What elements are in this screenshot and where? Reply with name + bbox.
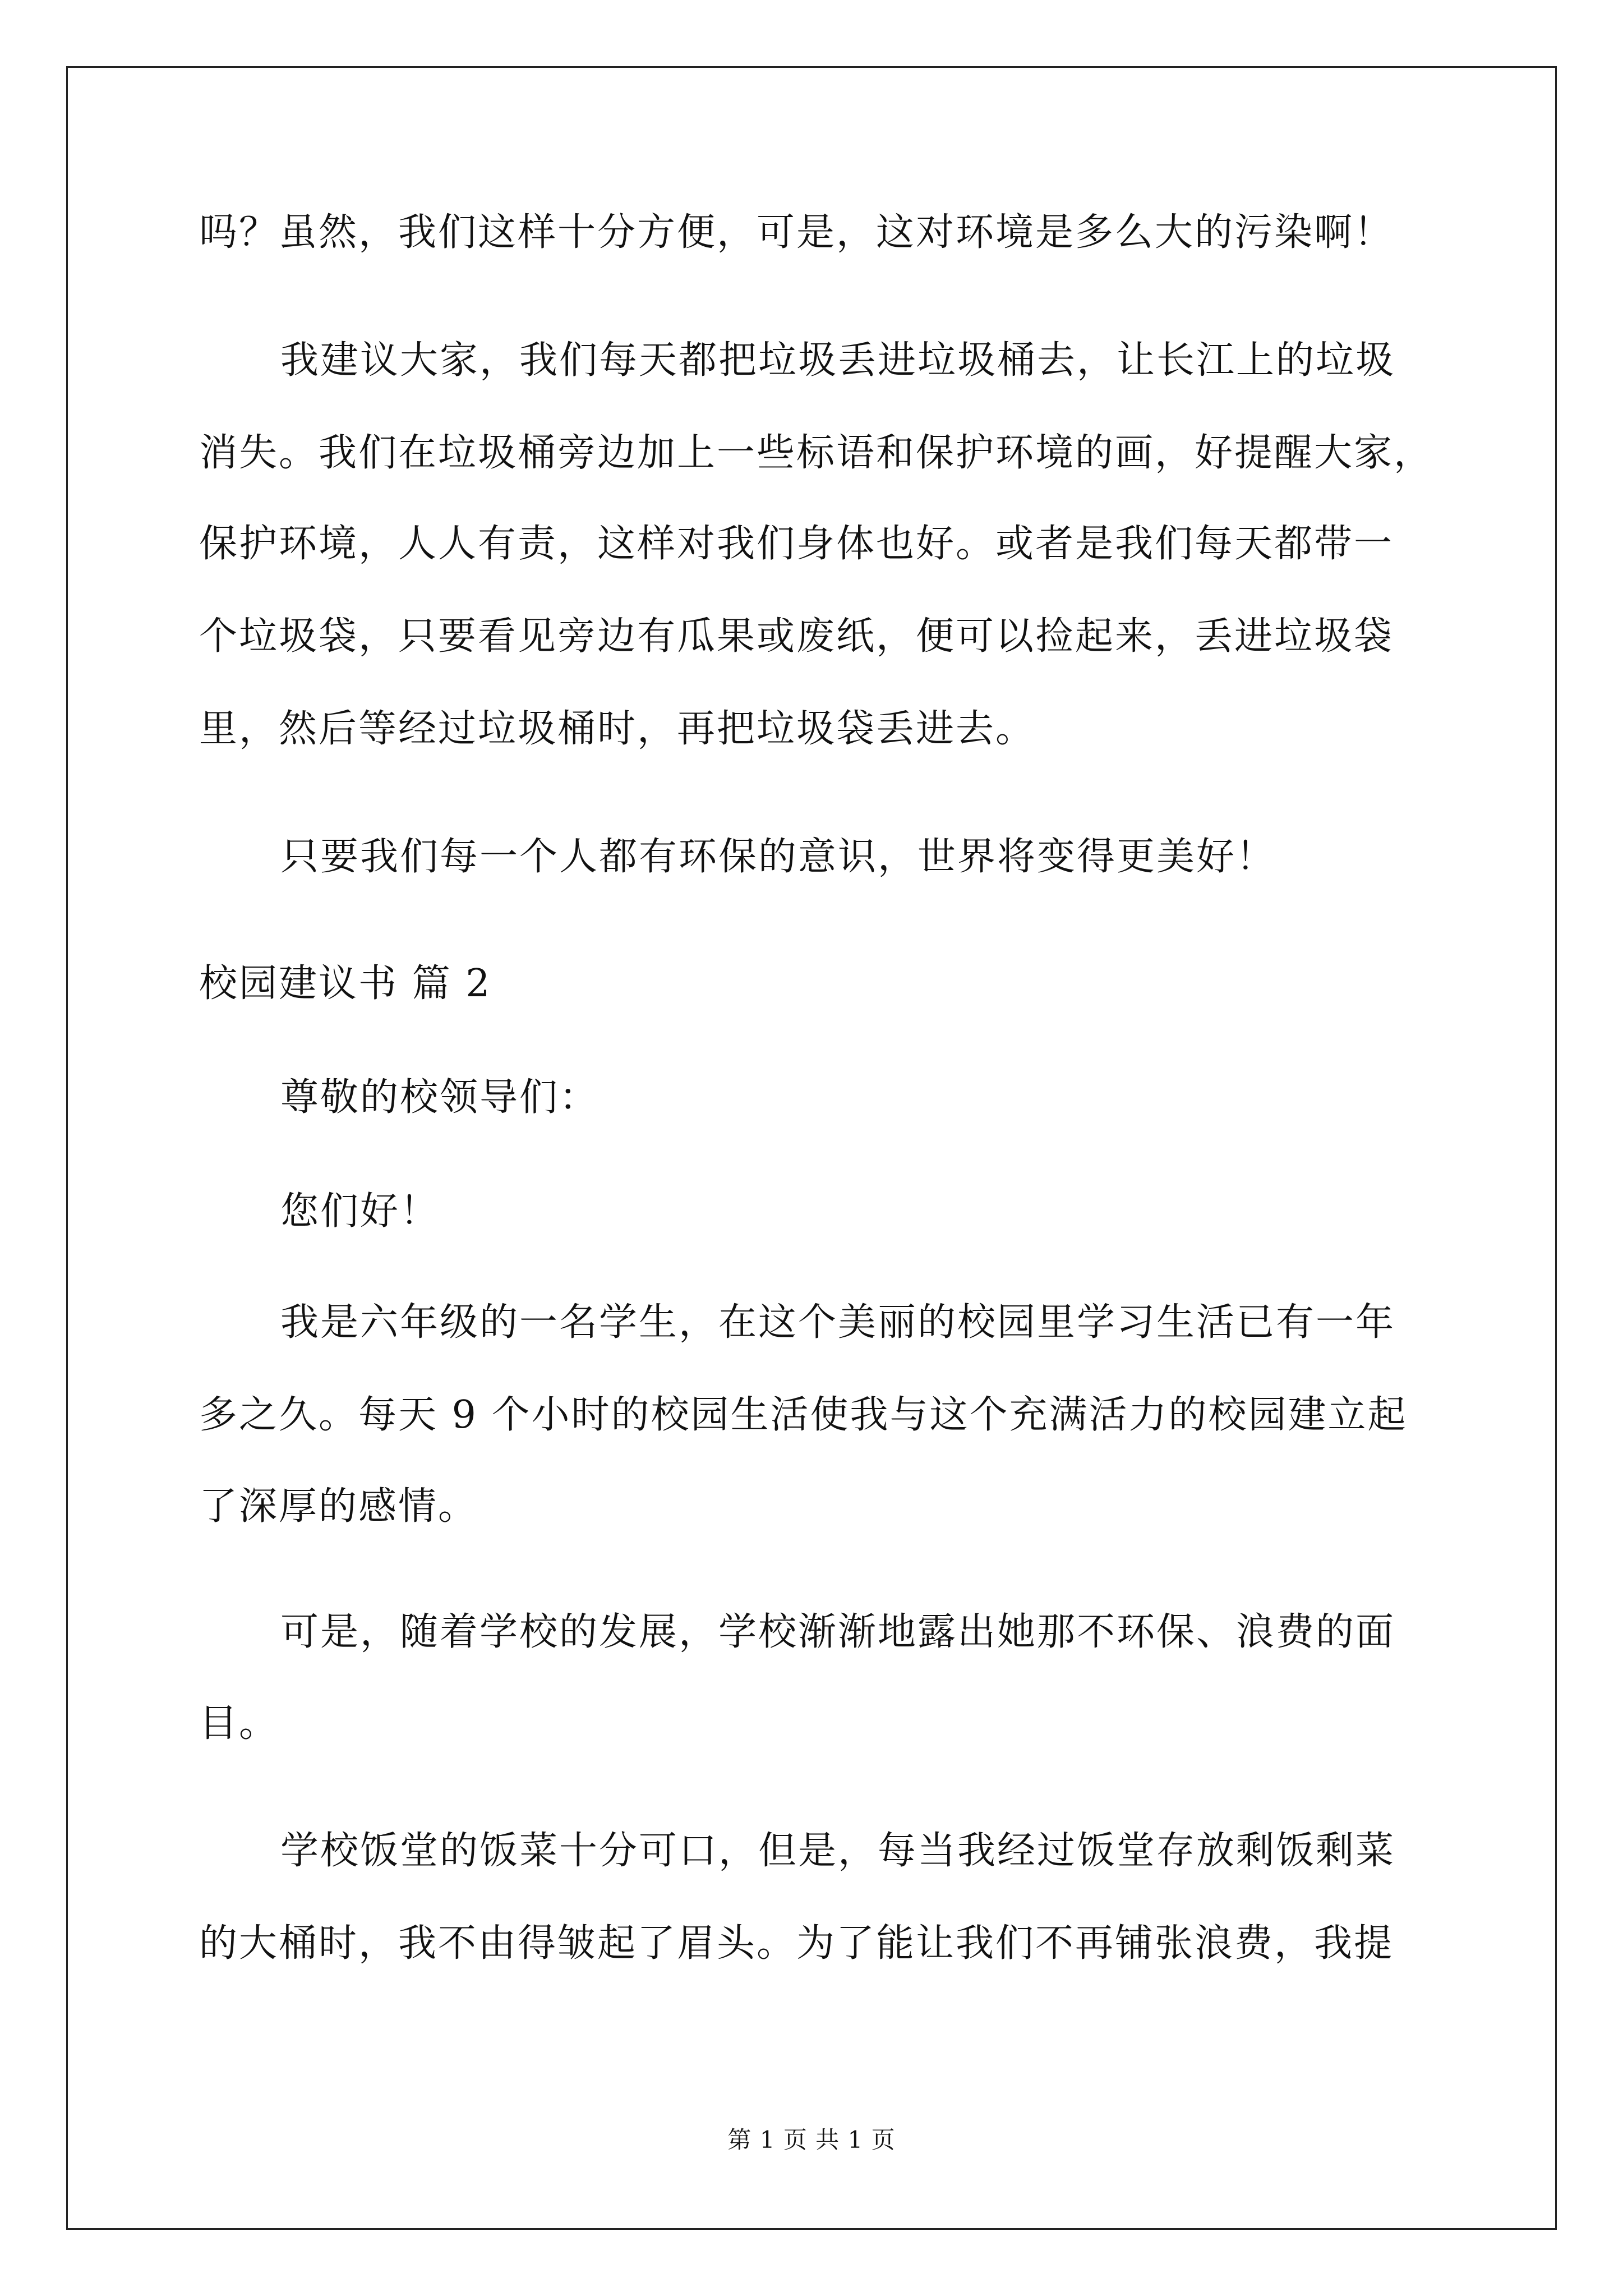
text-line: 只要我们每一个人都有环保的意识，世界将变得更美好！ bbox=[280, 835, 1276, 879]
greeting: 您们好！ bbox=[280, 1189, 440, 1234]
page-border bbox=[66, 66, 1557, 2230]
salutation: 尊敬的校领导们： bbox=[280, 1075, 600, 1120]
section-heading: 校园建议书 篇 2 bbox=[199, 961, 492, 1006]
text-line: 多之久。每天 9 个小时的校园生活使我与这个充满活力的校园建立起 bbox=[199, 1393, 1408, 1437]
text-line: 里，然后等经过垃圾桶时，再把垃圾袋丢进去。 bbox=[199, 707, 1036, 751]
text-line: 目。 bbox=[199, 1701, 279, 1746]
text-line: 消失。我们在垃圾桶旁边加上一些标语和保护环境的画，好提醒大家， bbox=[199, 431, 1434, 475]
page-footer: 第 1 页 共 1 页 bbox=[727, 2126, 896, 2154]
text-line: 个垃圾袋，只要看见旁边有瓜果或废纸，便可以捡起来，丢进垃圾袋 bbox=[199, 614, 1394, 659]
text-line: 我建议大家，我们每天都把垃圾丢进垃圾桶去，让长江上的垃圾 bbox=[280, 338, 1396, 383]
text-line: 学校饭堂的饭菜十分可口，但是，每当我经过饭堂存放剩饭剩菜 bbox=[280, 1829, 1396, 1873]
text-line: 保护环境，人人有责，这样对我们身体也好。或者是我们每天都带一 bbox=[199, 522, 1394, 566]
text-line: 可是，随着学校的发展，学校渐渐地露出她那不环保、浪费的面 bbox=[280, 1610, 1396, 1654]
text-line: 吗？虽然，我们这样十分方便，可是，这对环境是多么大的污染啊！ bbox=[199, 210, 1394, 255]
text-line: 的大桶时，我不由得皱起了眉头。为了能让我们不再铺张浪费，我提 bbox=[199, 1921, 1394, 1966]
text-line: 我是六年级的一名学生，在这个美丽的校园里学习生活已有一年 bbox=[280, 1300, 1396, 1345]
text-line: 了深厚的感情。 bbox=[199, 1484, 478, 1529]
